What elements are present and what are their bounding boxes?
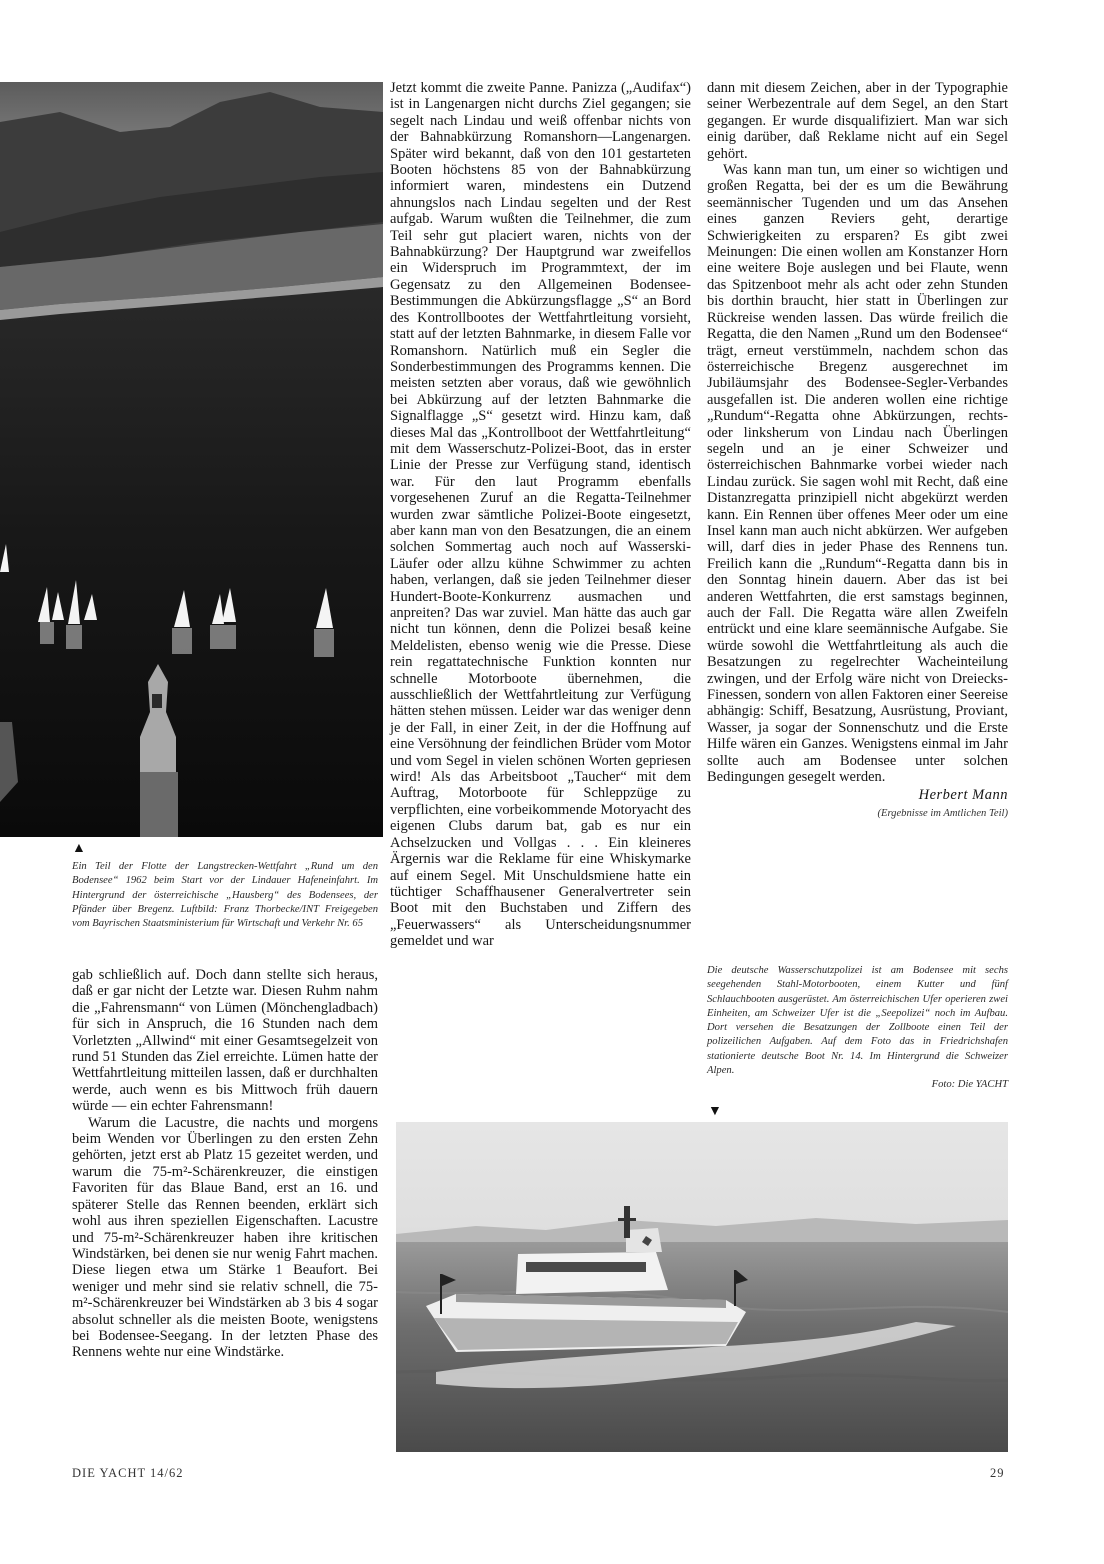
photo-credit: Foto: Die YACHT [931,1079,1008,1091]
results-reference: (Ergebnisse im Amtlichen Teil) [877,807,1008,819]
paragraph: Jetzt kommt die zweite Panne. Panizza („Audifax“) ist in Langenargen nicht durchs Ziel gegangen; sie segelt nach Lindau und weiß offenbar nichts von der Bahnabkürzung Romanshorn—Langenargen. Später wird bekannt, daß von den 101 gestarteten Booten höchstens 85 von der Bahnabkürzung informiert waren, mindestens ein Dutzend ahnungslos nach Lindau segelten und der Rest aufgab. Warum wußten die Teilnehmer, die zum Teil sehr gut placiert waren, nichts von der Bahnabkürzung? Der Hauptgrund war zweifellos ein Widerspruch im Programmtext, der im Gegensatz zu den Allgemeinen Bodensee-Bestimmungen die Abkürzungsflagge „S“ an Bord des Kontrollbootes der Wettfahrtleitung vorsieht, statt auf der letzten Bahnmarke, in diesem Falle vor Romanshorn. Natürlich muß ein Segler die Sonderbestimmungen des Programms kennen. Die meisten setzten aber voraus, daß wie gewöhnlich bei Abkürzung auf der letzten Bahnmarke die Signalflagge „S“ gesetzt wird. Hinzu kam, daß dieses Mal das „Kontrollboot der Wettfahrtleitung“ mit dem Wasserschutz-Polizei-Boot, das in erster Linie der Presse zur Verfügung stand, identisch war. Für den laut Programm ebenfalls vorgesehenen Zuruf an die Regatta-Teilnehmer wurden zwar sämtliche Polizei-Boote eingesetzt, aber kann man von den Besatzungen, die an einem solchen Sommertag auch noch auf Wasserski-Läufer oder allzu kühne Schwimmer zu achten haben, verlangen, daß sie jeden Teilnehmer dieser Hundert-Boote-Konkurrenz ausmachen und anpreiten? Das war zuviel. Man hätte das auch gar nicht tun können, denn die Polizei besaß keine Meldelisten, ebenso wenig wie die Presse. Diese rein regattatechnische Funktion konnten nur schnelle Motorboote übernehmen, die ausschließlich der Wettfahrtleitung zur Verfügung hätten stehen müssen. Leider war das weniger denn je der Fall, in einer Zeit, in der die Hoffnung auf eine Versöhnung der feindlichen Brüder vom Motor und vom Segel in vielen schönen Worten gepriesen wird! Als das Arbeitsboot „Taucher“ mit dem Auftrag, Motorboote für Schleppzüge zu verpflichten, eine vorbeikommende Motoryacht des eigenen Clubs darum bat, gab es nur ein Achselzucken und Vollgas . . . Ein kleineres Ärgernis war die Reklame für eine Whiskymarke auf einem Segel. Mit Unschuldsmiene hatte ein tüchtiger Schaffhausener Generalvertreter sein Boot mit den Buchstaben und Ziffern des „Feuerwassers“ als Unterscheidungsnummer gemeldet und war [390,80,691,950]
paragraph: Warum die Lacustre, die nachts und morgens beim Wenden vor Überlingen zu den ersten Zehn gehörten, jetzt erst ab Platz 15 gezeitet werden, und warum die 75-m²-Schärenkreuzer, die einstigen Favoriten für das Blaue Band, erst an 16. und späterer Stelle das Rennen beenden, erklärt sich wohl aus ihren speziellen Eigenschaften. Lacustre und 75-m²-Schärenkreuzer haben ihre kritischen Windstärken, bei denen sie nur wenig Fahrt machen. Diese liegen etwa um Stärke 1 Beaufort. Bei weniger und mehr sind sie relativ schnell, die 75-m²-Schärenkreuzer bei Windstärken ab 3 bis 4 sogar absolut schneller als die meisten Boote, wenigstens bei Bodensee-Seegang. In der letzten Phase des Rennens wehte nur eine Windstärke. [72,1114,378,1361]
aerial-photo-caption: Ein Teil der Flotte der Langstrecken-Wettfahrt „Rund um den Bodensee“ 1962 beim Start vor der Lindauer Hafeneinfahrt. Im Hintergrund der österreichische „Hausberg“ des Bodensees, der Pfänder über Bregenz. Luftbild: Franz Thorbecke/INT Freigegeben vom Bayrischen Staatsministerium für Wirtschaft und Verkehr Nr. 65 [72,861,378,930]
right-column [707,80,1008,822]
aerial-photo-regatta-start [0,82,383,837]
boat-photo-caption [707,964,1008,1093]
police-boat-photo [396,1122,1008,1452]
caption-marker-down: ▼ [708,1104,722,1119]
boat-caption-text: Die deutsche Wasserschutzpolizei ist am Bodensee mit sechs seegehenden Stahl-Motorbooten, einem Kutter und fünf Schlauchbooten ausgerüstet. Am österreichischen Ufer operieren zwei Einheiten, am Schweizer Ufer ist die „Seepolizei“ noch im Aufbau. Dort versehen die Besatzungen der Zollboote einen Teil der polizeilichen Aufgaben. Auf dem Foto das in Friedrichshafen stationierte deutsche Boot Nr. 14. Im Hintergrund die Schweizer Alpen. [707,965,1008,1077]
caption-marker-up: ▲ [72,841,86,856]
paragraph: dann mit diesem Zeichen, aber in der Typographie seiner Werbezentrale auf dem Segel, an den Start gegangen. Er wurde disqualifiziert. Man war sich einig darüber, daß Reklame nicht auf ein Segel gehört. [707,80,1008,162]
author-name: Herbert Mann [918,787,1008,804]
middle-column [390,80,691,950]
paragraph: gab schließlich auf. Doch dann stellte sich heraus, daß er gar nicht der Letzte war. Diesen Ruhm nahm die „Fahrensmann“ von Lümen (Mönchengladbach) für sich in Anspruch, die 16 Stunden nach dem Vorletzten „Allwind“ mit einer Gesamtsegelzeit von rund 51 Stunden das Ziel erreichte. Lümen hatte der Wettfahrtleitung mitteilen lassen, daß er durchhalten werde, auch wenn es bis Mittwoch früh dauern würde — ein echter Fahrensmann! [72,967,378,1115]
left-column [72,967,378,1361]
paragraph: Was kann man tun, um einer so wichtigen und großen Regatta, bei der es um die Bewährung seemännischer Tugenden und um das Ansehen eines ganzen Reviers geht, derartige Schwierigkeiten zu ersparen? Es gibt zwei Meinungen: Die einen wollen am Konstanzer Horn eine weitere Boje auslegen und bei Flaute, wenn das Spitzenboot mehr als acht oder zehn Stunden bis dorthin braucht, hier statt in Überlingen zur Rückreise wenden lassen. Das würde freilich die Regatta, die den Namen „Rund um den Bodensee“ trägt, erneut verstümmeln, nachdem schon das österreichische Bregenz ausgerechnet im Jubiläumsjahr des Bodensee-Segler-Verbandes ausgefallen ist. Die anderen wollen eine richtige „Rundum“-Regatta ohne Abkürzungen, rechts- oder linksherum von Lindau nach Überlingen segeln und an je einer Schweizer und österreichischen Bahnmarke vorbei wieder nach Lindau zurück. Sie sagen wohl mit Recht, daß eine Distanzregatta prinzipiell nicht abgekürzt werden kann. Ein Rennen über offenes Meer oder um eine Insel kann man auch nicht abkürzen. Wer aufgeben will, darf dies in jeder Phase des Rennens tun. Freilich kann die „Rundum“-Regatta dann bis in den Sonntag hinein dauern. Aber das ist bei anderen Wettfahrten, die erst samstags beginnen, auch der Fall. Die Regatta wäre allen Zweifeln entrückt und eine klare seemännische Aufgabe. Sie würde sowohl die Wettfahrtleitung als auch die Besatzungen zu regelrechter Wacheinteilung zwingen, und der Erfolg wäre nicht von Dreiecks-Finessen, sondern von allen Faktoren einer Seereise abhängig: Schiff, Besatzung, Ausrüstung, Proviant, Wasser, ja sogar der Sonnenschutz und die Erste Hilfe wären ein Ganzes. Wenigstens einmal im Jahr sollte auch am Bodensee unter solchen Bedingungen gesegelt werden. [707,162,1008,786]
publication-footer: DIE YACHT 14/62 [72,1466,184,1480]
page-number: 29 [990,1466,1005,1480]
